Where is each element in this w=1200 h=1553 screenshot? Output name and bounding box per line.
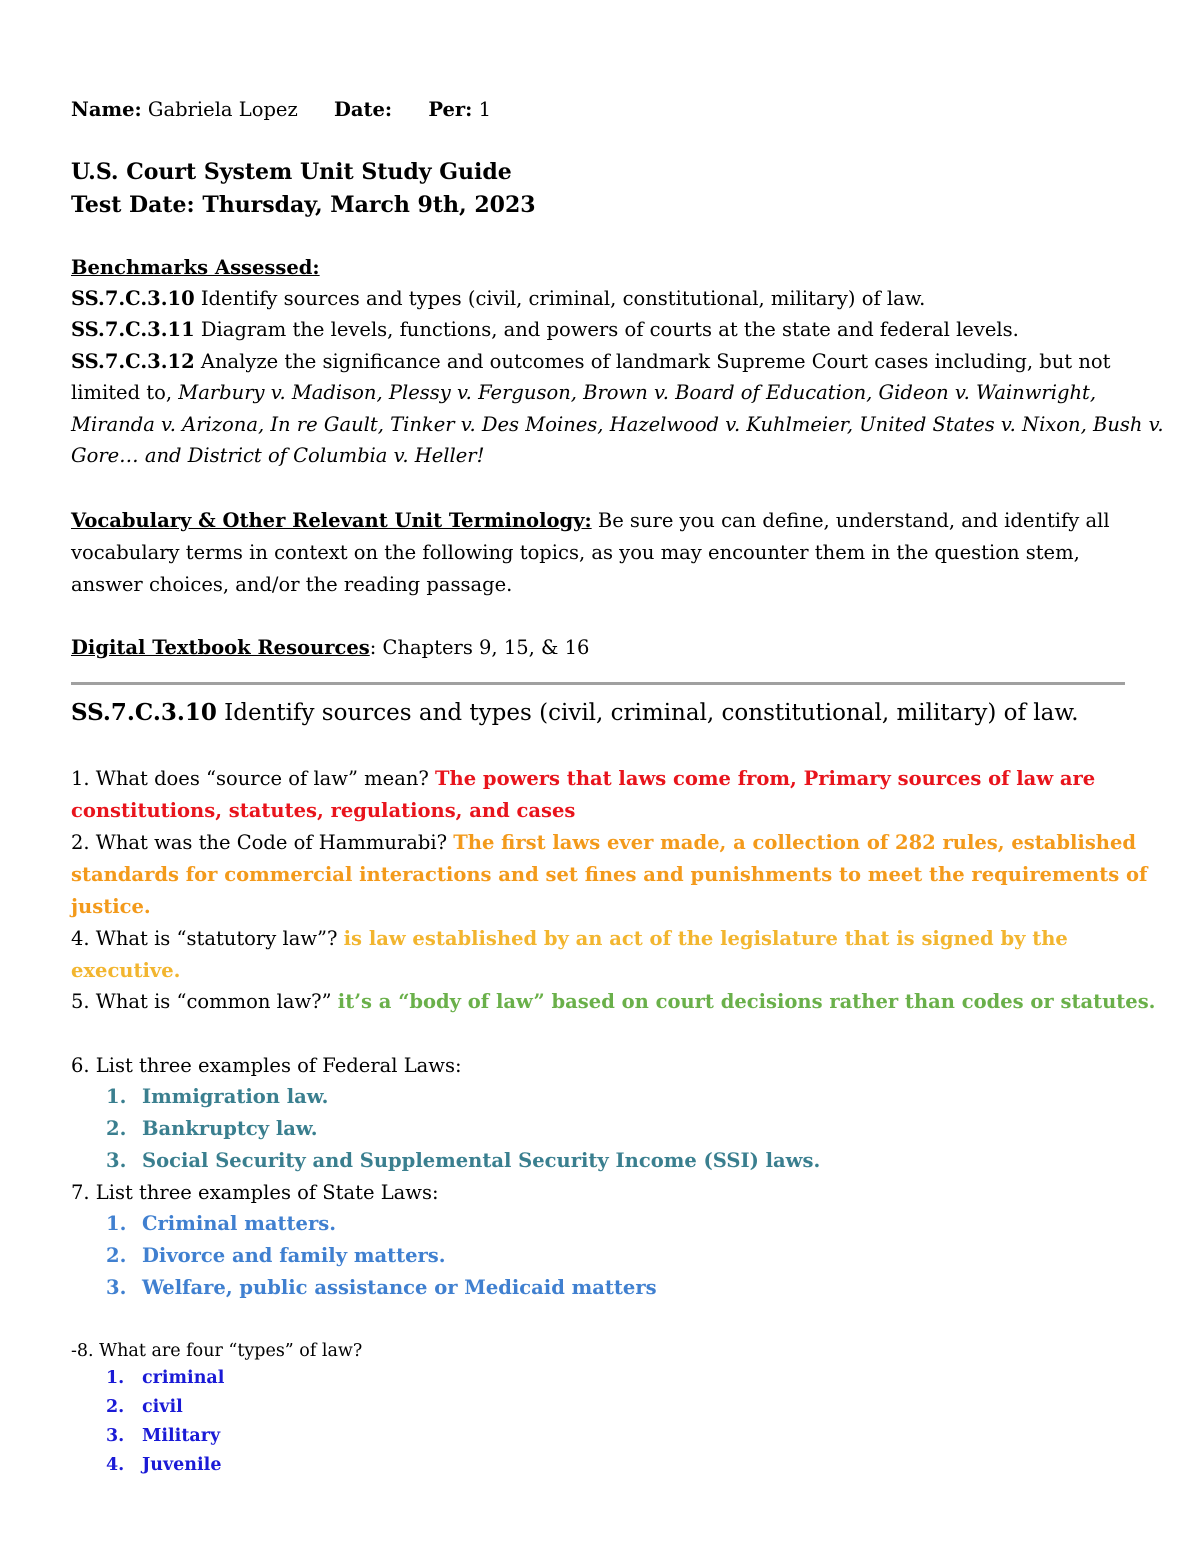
list-number: 2. [106,1244,127,1267]
benchmark-3-cases-line-2: Miranda v. Arizona, In re Gault, Tinker v. Des Moines, Hazelwood v. Kuhlmeier, United States v. Nixon, Bush v. [71,413,1164,436]
list-item [106,1272,657,1304]
vocab-line-3: answer choices, and/or the reading passage. [71,573,513,596]
list-item [106,1113,318,1145]
resources-text: : Chapters 9, 15, & 16 [369,636,590,659]
question-text: 1. What does “source of law” mean? [71,767,429,790]
question-2 [71,827,1136,859]
test-date: Test Date: Thursday, March 9th, 2023 [71,192,536,218]
question-text: 4. What is “statutory law”? [71,927,338,950]
page-title: U.S. Court System Unit Study Guide [71,159,512,185]
answer-4-line-2: executive. [71,959,181,982]
list-text: civil [142,1397,183,1417]
list-text: Divorce and family matters. [142,1244,446,1267]
vocab-line-2: vocabulary terms in context on the following topics, as you may encounter them in the question stem, [71,541,1080,564]
benchmark-text: Diagram the levels, functions, and powers of courts at the state and federal levels. [200,318,1019,341]
list-item [106,1240,446,1272]
list-item [106,1422,220,1451]
list-text: criminal [142,1368,225,1388]
benchmark-code: SS.7.C.3.12 [71,350,195,373]
section-code: SS.7.C.3.10 [71,699,217,726]
per-label: Per: [428,98,473,121]
benchmark-code: SS.7.C.3.10 [71,287,195,310]
list-text: Welfare, public assistance or Medicaid matters [142,1276,657,1299]
vocab-text: Be sure you can define, understand, and identify all [597,509,1110,532]
benchmark-text: Identify sources and types (civil, criminal, constitutional, military) of law. [200,287,926,310]
list-number: 3. [106,1276,127,1299]
question-1 [71,763,1095,795]
question-7: 7. List three examples of State Laws: [71,1181,439,1204]
benchmark-3 [71,346,1110,378]
benchmark-3-cases-line-3: Gore… and District of Columbia v. Heller! [71,444,485,467]
vocab-line-1 [71,505,1110,537]
benchmark-1 [71,283,925,315]
case-list: Marbury v. Madison, Plessy v. Ferguson, Brown v. Board of Education, Gideon v. Wainwright, [178,381,1097,404]
list-item [106,1081,328,1113]
answer-text: The first laws ever made, a collection of 282 rules, established [453,831,1137,854]
list-text: Criminal matters. [142,1212,336,1235]
question-text: 2. What was the Code of Hammurabi? [71,831,448,854]
list-text: Immigration law. [142,1085,329,1108]
list-number: 3. [106,1149,127,1172]
section-text: Identify sources and types (civil, criminal, constitutional, military) of law. [224,700,1079,726]
list-number: 1. [106,1368,125,1388]
question-4 [71,923,1068,955]
list-item [106,1451,221,1480]
benchmark-2 [71,314,1019,346]
section-divider [71,682,1125,685]
answer-2-line-3: justice. [71,895,151,918]
list-number: 2. [106,1117,127,1140]
list-item [106,1364,224,1393]
resources-line [71,632,589,664]
per-value: 1 [478,98,491,121]
benchmark-text: Analyze the significance and outcomes of landmark Supreme Court cases including, but not [200,350,1111,373]
benchmark-text: limited to, [71,381,173,404]
question-6: 6. List three examples of Federal Laws: [71,1054,462,1077]
name-value: Gabriela Lopez [147,98,298,121]
section-heading [71,697,1079,729]
list-text: Bankruptcy law. [142,1117,318,1140]
benchmark-3-cases-line-1 [71,377,1096,409]
question-text: 5. What is “common law?” [71,990,332,1013]
list-number: 3. [106,1426,125,1446]
list-item [106,1145,820,1177]
name-label: Name: [71,98,142,121]
benchmark-code: SS.7.C.3.11 [71,318,195,341]
answer-1-line-2: constitutions, statutes, regulations, and cases [71,799,576,822]
list-text: Juvenile [142,1455,222,1475]
list-item [106,1208,336,1240]
list-number: 4. [106,1455,125,1475]
question-8: -8. What are four “types” of law? [71,1341,363,1361]
header-line [71,94,491,126]
list-number: 1. [106,1085,127,1108]
answer-text: The powers that laws come from, Primary sources of law are [435,767,1096,790]
list-item [106,1393,183,1422]
answer-text: it’s a “body of law” based on court decisions rather than codes or statutes. [337,990,1156,1013]
benchmarks-heading: Benchmarks Assessed: [71,256,320,279]
list-number: 2. [106,1397,125,1417]
question-5 [71,986,1155,1018]
vocab-heading: Vocabulary & Other Relevant Unit Terminology: [71,509,592,532]
list-number: 1. [106,1212,127,1235]
resources-heading: Digital Textbook Resources [71,636,370,659]
date-label: Date: [333,98,393,121]
answer-text: is law established by an act of the legislature that is signed by the [343,927,1068,950]
list-text: Military [142,1426,221,1446]
answer-2-line-2: standards for commercial interactions and set fines and punishments to meet the requirements of [71,863,1148,886]
list-text: Social Security and Supplemental Security Income (SSI) laws. [142,1149,821,1172]
